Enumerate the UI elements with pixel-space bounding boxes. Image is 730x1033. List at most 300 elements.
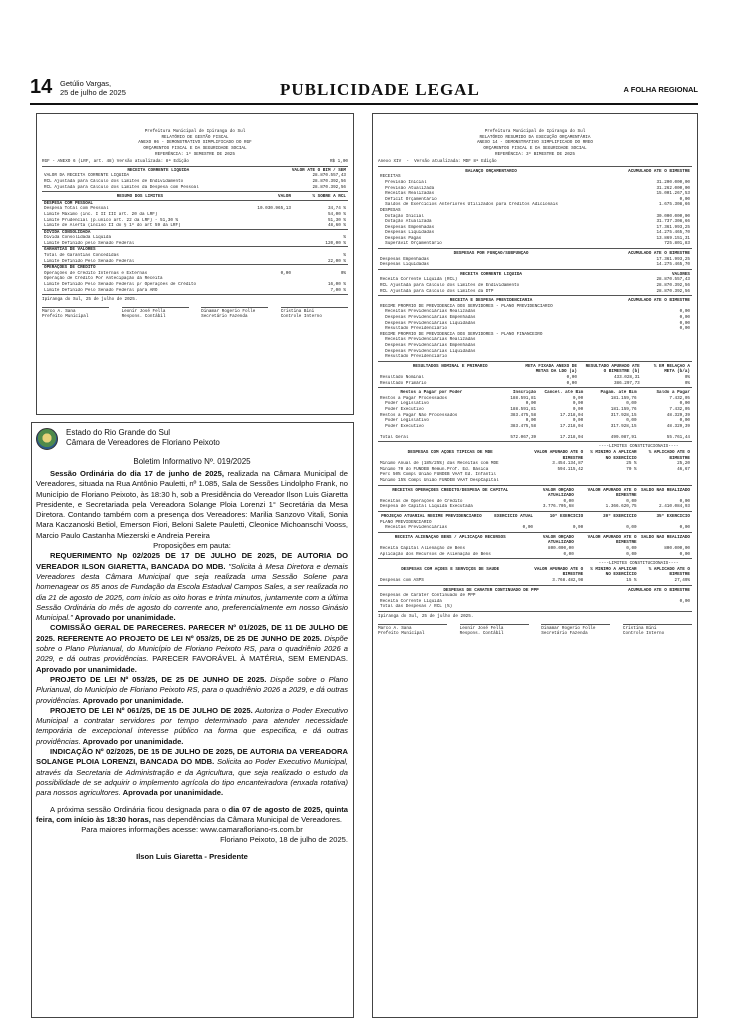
rreo-restos-cell: 317.928,15 bbox=[610, 412, 637, 418]
rreo-mde-header-row bbox=[378, 450, 692, 461]
rgf-limits-cell: 7,00 % bbox=[330, 287, 346, 293]
rreo-restos-header-cell: Restos a Pagar por Poder bbox=[400, 390, 463, 396]
rgf-signer-role: Secretário Fazenda bbox=[201, 314, 248, 320]
rreo-projecao-cell: PLANO PREVIDENCIÁRIO bbox=[380, 519, 432, 525]
rreo-projecao-cell: Receitas Previdenciárias bbox=[380, 525, 448, 531]
rreo-capital-cell: 0,00 bbox=[563, 498, 574, 504]
rreo-section-cell: REGIME PRÓPRIO DE PREVIDÊNCIA DOS SERVIDORES - PLANO FINANCEIRO bbox=[380, 331, 543, 337]
rreo-section-cell: 0,00 bbox=[679, 315, 690, 320]
rreo-section-header-cell: ACUMULADO ATÉ O BIMESTRE bbox=[628, 168, 690, 174]
rreo-restos-cell: 48.329,39 bbox=[666, 412, 690, 418]
rreo-alienacao-header-cell: RECEITA ALIENAÇÃO BENS / APLICAÇÃO RECURSOS bbox=[394, 534, 506, 540]
rgf-signer-role: Controle Interno bbox=[280, 314, 322, 320]
separator-rule bbox=[378, 166, 692, 167]
rreo-restos-cell: Restos a Pagar Não Processados bbox=[380, 412, 458, 418]
separator-rule bbox=[378, 269, 692, 270]
rgf-limits-cell: Limite Definido Pelo Senado Federal para ARO bbox=[44, 287, 158, 293]
rreo-ppp-row bbox=[378, 604, 692, 610]
rreo-resultado-header-row bbox=[378, 364, 692, 375]
rgf-limits-cell: 10.030.965,13 bbox=[257, 206, 291, 212]
rreo-restos-cell: 0,00 bbox=[679, 401, 690, 407]
rreo-restos-cell: 0,00 bbox=[572, 395, 584, 401]
rreo-projecao-header-cell: 10º EXERCÍCIO bbox=[549, 514, 584, 519]
rreo-mde-cell: Mínimo 15% Compl União FUNDEB VAAT DespCapital bbox=[380, 478, 499, 484]
separator-rule bbox=[378, 511, 692, 512]
rreo-section-header-cell: BALANÇO ORÇAMENTÁRIO bbox=[465, 168, 517, 174]
rgf-rcl-header-cell: VALOR ATÉ O BIM / SEM bbox=[291, 167, 346, 173]
rreo-alienacao-cell: 800.000,00 bbox=[664, 545, 690, 551]
rreo-alienacao-header-cell: VALOR APURADO ATÉ O BIMESTRE bbox=[587, 534, 637, 546]
rgf-heading-line: REFERÊNCIA: 1º SEMESTRE DE 2025 bbox=[155, 151, 235, 157]
rreo-section-cell: Superávit Orçamentário bbox=[380, 241, 442, 247]
rreo-mde-cell: Mínimo 70 do FUNDEB Remun.Prof. Ed. Básica bbox=[380, 466, 489, 472]
rreo-mde-cell bbox=[522, 478, 585, 484]
rreo-section-cell: Despesas Previdenciárias Liquidadas bbox=[380, 320, 476, 326]
rreo-section-cell: Despesas Liquidadas bbox=[380, 262, 429, 268]
rreo-projecao-row bbox=[378, 525, 692, 531]
rreo-section-cell: Saldos de Exercícios Anteriores Utilizados para Créditos Adicionais bbox=[380, 202, 558, 208]
rreo-signature-block bbox=[541, 624, 610, 637]
camara-header bbox=[36, 428, 348, 450]
rgf-signature-block bbox=[122, 307, 189, 320]
rreo-section-cell: 0,00 bbox=[679, 196, 690, 202]
projeto-053-paragraph: PROJETO DE LEI Nº 053/25, DE 25 DE JUNHO DE 2025. Dispõe sobre o Plano Plurianual, do Município de Floriano Peixoto RS, para o quadriênio 2026 a 2029, e dá outras providências. Aprovado por unanimidade. bbox=[36, 674, 348, 705]
rreo-restos-cell: 188.591,81 bbox=[510, 406, 537, 412]
rreo-mde-cell: 25 % bbox=[626, 461, 637, 467]
rgf-limits-cell: % bbox=[343, 253, 346, 259]
rgf-limits-cell: Limite Máximo (inc. I II III art. 20 da LRF) bbox=[44, 211, 158, 217]
rgf-limits-cell: 0,00 bbox=[280, 270, 291, 276]
rreo-report bbox=[372, 113, 698, 1018]
rgf-signature-block bbox=[42, 307, 109, 320]
rreo-restos-cell: 55.761,44 bbox=[666, 434, 690, 440]
rreo-restos-cell: 188.591,81 bbox=[510, 395, 537, 401]
rreo-section-cell: Receitas Previdenciárias Realizadas bbox=[380, 309, 476, 315]
rreo-ppp-cell: Despesas de Caráter Continuado de PPP bbox=[380, 593, 476, 599]
rgf-limits-cell: Limite de Alerta (inciso II do § 1º do art 59 da LRF) bbox=[44, 223, 181, 229]
rreo-section-cell: 15.001.267,53 bbox=[656, 191, 690, 197]
rgf-version-line bbox=[42, 159, 348, 165]
rreo-section-row bbox=[378, 241, 692, 247]
rreo-section-table bbox=[378, 251, 692, 268]
rreo-alienacao-cell: Receita Capital Alienação de Bens bbox=[380, 545, 466, 551]
header-city: Getúlio Vargas, bbox=[60, 79, 112, 88]
rgf-signer-name: Leonir José Fella bbox=[121, 308, 166, 314]
rreo-section-cell: 725.801,83 bbox=[664, 241, 690, 247]
rgf-heading-line: ANEXO 06 - DEMONSTRATIVO SIMPLIFICADO DO RGF bbox=[138, 140, 252, 146]
camara-bulletin bbox=[36, 428, 348, 862]
rreo-signature-block bbox=[378, 624, 447, 637]
rreo-mde-row bbox=[378, 478, 692, 484]
rgf-report bbox=[36, 113, 354, 415]
rreo-alienacao-cell: 800.000,00 bbox=[548, 545, 574, 551]
rreo-restos-cell: 17.218,04 bbox=[560, 434, 584, 440]
rreo-heading-line: ORÇAMENTOS FISCAL E DA SEGURIDADE SOCIAL bbox=[483, 145, 587, 151]
rreo-section-cell: 28.870.557,43 bbox=[656, 277, 690, 283]
section-title: PUBLICIDADE LEGAL bbox=[280, 80, 480, 99]
rgf-signature-block bbox=[201, 307, 268, 320]
rreo-saude-header-cell: % MÍNIMO A APLICAR NO EXERCÍCIO bbox=[590, 566, 637, 578]
rreo-capital-row bbox=[378, 504, 692, 510]
rreo-section-cell: 31.262.000,00 bbox=[656, 185, 690, 191]
rgf-signer-role: Prefeito Municipal bbox=[42, 314, 89, 320]
rreo-place-date: Ipiranga do Sul, 25 de julho de 2025. bbox=[378, 613, 474, 619]
chamber-name: Câmara de Vereadores de Floriano Peixoto bbox=[66, 438, 220, 447]
rreo-signature-block bbox=[623, 624, 692, 637]
rreo-resultado-table bbox=[378, 364, 692, 386]
rgf-unit: R$ 1,00 bbox=[329, 159, 348, 165]
rreo-section-row bbox=[378, 289, 692, 295]
rreo-section-cell: Despesas Empenhadas bbox=[380, 256, 429, 262]
rreo-section-table bbox=[378, 169, 692, 247]
rreo-section-cell: 31.737.308,66 bbox=[656, 219, 690, 225]
rgf-signer-name: Cristina Bini bbox=[280, 308, 315, 314]
rreo-capital-header-cell: RECEITAS OPERAÇÕES CRÉDITO/DESPESA DE CAPITAL bbox=[392, 487, 509, 493]
rreo-capital-cell: 2.410.084,93 bbox=[659, 504, 690, 510]
rreo-restos-cell: 0,00 bbox=[626, 418, 637, 424]
rgf-limits-cell: Dívida Consolidada Líquida bbox=[44, 235, 112, 241]
rgf-place-date: Ipiranga do Sul, 25 de julho de 2025. bbox=[42, 297, 138, 303]
rgf-limits-header-cell: % SOBRE A RCL bbox=[312, 194, 346, 200]
propositions-heading: Proposições em pauta: bbox=[153, 541, 231, 551]
rgf-limits-cell: Operações de Crédito Internas e Externas bbox=[44, 270, 148, 276]
rreo-resultado-header-cell: META FIXADA ANEXO DE METAS DA LDO (a) bbox=[525, 363, 577, 375]
rreo-mde-cell bbox=[585, 478, 638, 484]
rgf-limits-cell: % bbox=[343, 235, 346, 241]
rreo-restos-cell: 0,00 bbox=[525, 418, 537, 424]
rreo-alienacao-header-cell: VALOR ORÇADO ATUALIZADO bbox=[542, 534, 574, 546]
president-signature: Ilson Luis Giaretta - Presidente bbox=[136, 851, 248, 861]
rreo-ppp-cell: Total das Despesas / RCL (%) bbox=[380, 604, 453, 610]
rreo-section-cell: 17.361.993,25 bbox=[656, 224, 690, 230]
rreo-section-cell: 13.869.151,31 bbox=[656, 235, 690, 241]
page-header bbox=[30, 78, 698, 104]
rreo-version-line: Anexo XIV - Versão atualizada: MDF 8ª Edição bbox=[378, 159, 497, 165]
rreo-restos-cell: 181.159,76 bbox=[610, 395, 637, 401]
rreo-capital-header-row bbox=[378, 488, 692, 499]
rgf-signer-name: Dinamar Rogerio Folle bbox=[201, 308, 256, 314]
rreo-section-cell: Dotação Atualizada bbox=[380, 219, 432, 225]
rgf-limits-cell: Limite Definido Pelo Senado Federal p/ Operações de Crédito bbox=[44, 282, 197, 288]
rgf-limits-cell: 16,00 % bbox=[327, 282, 346, 288]
rreo-projecao-header-cell: 35º EXERCÍCIO bbox=[656, 514, 690, 519]
separator-rule bbox=[378, 295, 692, 296]
rreo-restos-cell: Restos a Pagar Processados bbox=[380, 395, 448, 401]
rgf-version: RGF - ANEXO 6 (LRF, art. 48) Versão atualizada: 8ª Edição bbox=[42, 159, 189, 165]
rreo-ppp-cell bbox=[604, 604, 692, 610]
rreo-section-header-cell: VALORES bbox=[671, 271, 690, 277]
rreo-section-header-cell: RECEITA E DESPESA PREVIDENCIÁRIA bbox=[449, 298, 533, 304]
rreo-section-cell: Despesas Pagas bbox=[380, 235, 422, 241]
rreo-saude-cell: 27,49% bbox=[674, 577, 690, 583]
rgf-rcl-cell: 28.870.392,56 bbox=[312, 184, 346, 190]
rreo-mde-cell: 25,20 bbox=[677, 461, 690, 467]
rreo-signer-name: Leonir José Fella bbox=[459, 625, 504, 631]
rgf-group-title: GARANTIAS DE VALORES bbox=[42, 247, 348, 253]
rreo-section-cell: Previsão Atualizada bbox=[380, 185, 435, 191]
rgf-rcl-cell: 28.870.557,43 bbox=[312, 173, 346, 179]
session-paragraph: Sessão Ordinária do dia 17 de junho de 2025, realizada na Câmara Municipal de Vereadores, situada na Rua Antônio Pauletti, nº 1.085, Sala de Sessões Lindolpho Frank, no Município de Floriano Peixoto, às 18:30 h, sob a Presidência do Vereador Ilson Luis Giaretta Presidente, e Secretariada pela Vereadora Solange Ploia Lorenzi 1° Secretária da Mesa Diretora. Contando também com a presença dos Vereadores: Marilia Sanzovo Vitali, Sonia Mara Kaczanoski Betiol, Emerson Fiori, Beloni Salete Pauletti, Cleonice Michoanschi Vooss, Marcio Paulo Castanha Miezerski e Andreia Pereira bbox=[36, 469, 349, 540]
newspaper-name: A FOLHA REGIONAL bbox=[623, 85, 698, 94]
separator-rule bbox=[378, 361, 692, 362]
rreo-section-cell: Dotação Inicial bbox=[380, 213, 424, 219]
rreo-section-cell: 1.675.308,66 bbox=[659, 202, 690, 208]
rreo-resultado-cell: 0,00 bbox=[566, 374, 577, 380]
rreo-section-cell: Despesas Liquidadas bbox=[380, 230, 435, 236]
rreo-saude-header-row bbox=[378, 567, 692, 578]
header-date: 25 de julho de 2025 bbox=[60, 88, 126, 97]
separator-rule bbox=[378, 387, 692, 388]
rreo-section-cell: Despesas Empenhadas bbox=[380, 224, 435, 230]
header-rule bbox=[30, 103, 698, 105]
page-number: 14 bbox=[30, 76, 53, 98]
rreo-restos-cell: 7.432,05 bbox=[669, 406, 690, 412]
rreo-restos-cell: 0,00 bbox=[679, 418, 690, 424]
separator-rule bbox=[378, 248, 692, 249]
rreo-projecao-table bbox=[378, 514, 692, 531]
rreo-capital-header-cell: VALOR ORÇADO ATUALIZADO bbox=[542, 487, 574, 499]
rreo-restos-cell: 499.087,91 bbox=[610, 434, 637, 440]
rreo-section-cell: DESPESAS bbox=[380, 207, 401, 213]
rgf-limits-cell: Despesa Total com Pessoal bbox=[44, 206, 109, 212]
rgf-rcl-row bbox=[42, 185, 348, 191]
rgf-rcl-cell: RCL Ajustada para Cálculo dos Limites de Endividamento bbox=[44, 178, 184, 184]
rreo-alienacao-cell: Aplicação dos Recursos de Alienação de Bens bbox=[380, 551, 491, 557]
rreo-mde-header-cell: DESPESAS COM AÇÕES TÍPICAS DE MDE bbox=[407, 450, 493, 456]
rreo-capital-table bbox=[378, 488, 692, 510]
rreo-section-cell bbox=[604, 354, 692, 360]
rreo-restos-cell: 181.159,76 bbox=[610, 406, 637, 412]
rreo-section-cell: 31.200.000,00 bbox=[656, 179, 690, 185]
rreo-mde-cell bbox=[639, 478, 692, 484]
municipal-seal-icon bbox=[36, 428, 58, 450]
rreo-restos-cell: 0,00 bbox=[525, 401, 537, 407]
rgf-limits-cell: 34,74 % bbox=[327, 206, 346, 212]
rreo-projecao-header-cell: 20º EXERCÍCIO bbox=[603, 514, 637, 519]
rgf-limits-header-cell: VALOR bbox=[278, 194, 291, 200]
rreo-restos-cell: 0,00 bbox=[626, 401, 637, 407]
rgf-group-title: DÍVIDA CONSOLIDADA bbox=[42, 229, 348, 235]
rreo-section-cell: 0,00 bbox=[679, 320, 690, 326]
more-info-line: Para maiores informações acesse: www.camarafloriano-rs.com.br bbox=[81, 825, 303, 835]
rgf-limits-cell: 22,00 % bbox=[327, 258, 346, 264]
rreo-heading-line: ANEXO 14 - DEMONSTRATIVO SIMPLIFICADO DO RREO bbox=[476, 140, 594, 146]
rreo-heading-line: RELATÓRIO RESUMIDO DA EXECUÇÃO ORÇAMENTÁRIA bbox=[479, 134, 591, 140]
rreo-mde-header-cell: % APLICADO ATÉ O BIMESTRE bbox=[648, 450, 690, 461]
rreo-resultado-header-cell: RESULTADO APURADO ATÉ O BIMESTRE (b) bbox=[585, 363, 640, 375]
rreo-resultado-cell: 386.297,73 bbox=[613, 380, 640, 386]
rreo-capital-cell: 1.366.620,75 bbox=[605, 504, 637, 510]
rgf-limits-cell: 0% bbox=[340, 270, 346, 276]
rreo-mde-cell: 46,67 bbox=[677, 466, 690, 472]
rreo-restos-cell: 48.329,39 bbox=[666, 423, 690, 429]
rreo-section-cell: 14.275.465,70 bbox=[656, 262, 690, 268]
rreo-section-cell: Despesas Previdenciárias Liquidadas bbox=[380, 348, 476, 354]
rreo-section-cell: 0,00 bbox=[679, 326, 690, 332]
rreo-alienacao-header-row bbox=[378, 535, 692, 546]
rreo-section-cell: 30.000.000,00 bbox=[656, 213, 690, 219]
rreo-mde-header-cell: % MÍNIMO A APLICAR NO EXERCÍCIO bbox=[590, 450, 637, 461]
rreo-projecao-header-cell: EXERCÍCIO ATUAL bbox=[494, 514, 533, 519]
camara-place-date: Floriano Peixoto, 18 de julho de 2025. bbox=[220, 835, 348, 845]
rreo-restos-cell: 383.475,58 bbox=[510, 412, 537, 418]
rreo-projecao-cell: 0,00 bbox=[626, 525, 637, 531]
rgf-limits-cell: Operação de Crédito Por Antecipação da Receita bbox=[44, 276, 163, 282]
rreo-mde-cell: 3.454.134,87 bbox=[552, 461, 584, 467]
rgf-heading-line: RELATÓRIO DE GESTÃO FISCAL bbox=[161, 134, 229, 140]
rreo-heading-line: Prefeitura Municipal de Ipiranga do Sul bbox=[484, 129, 586, 135]
rgf-limits-table bbox=[42, 194, 348, 293]
comissao-paragraph: COMISSÃO GERAL DE PARECERES. PARECER Nº 01/2025, DE 11 DE JULHO DE 2025. REFERENTE AO PROJETO DE LEI Nº 053/25, DE 25 DE JUNHO DE 2025. Dispõe sobre o Plano Plurianual, do Município de Floriano Peixoto RS, para o quadriênio 2026 a 2029, e dá outras providências. PARECER FAVORÁVEL À MATÉRIA, SEM EMENDAS. Aprovado por unanimidade. bbox=[36, 623, 348, 674]
rreo-restos-cell: Poder Executivo bbox=[380, 423, 424, 429]
rreo-section-row bbox=[378, 354, 692, 360]
rgf-group-title: DESPESA COM PESSOAL bbox=[42, 200, 348, 206]
rreo-mde-table bbox=[378, 444, 692, 483]
rreo-signer-role: Secretário Fazenda bbox=[541, 631, 588, 637]
rreo-signer-role: Prefeito Municipal bbox=[378, 631, 425, 637]
rreo-section-table bbox=[378, 298, 692, 360]
rreo-resultado-row bbox=[378, 381, 692, 387]
rreo-capital-header-cell: SALDO NÃO REALIZADO bbox=[641, 487, 690, 493]
rgf-limits-cell bbox=[238, 288, 293, 294]
rreo-signer-name: Cristina Bini bbox=[622, 625, 657, 631]
rreo-section-cell: 28.870.392,56 bbox=[656, 288, 690, 294]
rreo-ppp-cell: Receita Corrente Líquida bbox=[380, 598, 442, 604]
rgf-limits-cell: Total de Garantias Concedidas bbox=[44, 253, 119, 259]
rreo-saude-row bbox=[378, 578, 692, 584]
rreo-capital-cell: 3.776.705,68 bbox=[542, 504, 574, 510]
rreo-projecao-cell: 0,00 bbox=[679, 525, 690, 531]
rreo-projecao-header-cell: PROJEÇÃO ATUARIAL REGIME PREVIDENCIÁRIO bbox=[381, 514, 482, 519]
rreo-section-cell: RECEITAS bbox=[380, 174, 401, 180]
separator-rule bbox=[378, 585, 692, 586]
rreo-saude-cell: 15 % bbox=[626, 577, 637, 583]
rreo-section-cell: RCL Ajustada para Cálculo dos Limites da DTP bbox=[380, 288, 494, 294]
rreo-section-cell: REGIME PRÓPRIO DE PREVIDÊNCIA DOS SERVIDORES - PLANO PREVIDENCIÁRIO bbox=[380, 303, 553, 309]
separator-rule bbox=[42, 166, 348, 167]
rreo-saude-header-cell: VALOR APURADO ATÉ O BIMESTRE bbox=[534, 566, 584, 578]
rreo-resultado-cell: 0,00 bbox=[566, 380, 577, 386]
rreo-restos-cell: 0,00 bbox=[572, 406, 584, 412]
rreo-section-cell: 14.275.465,70 bbox=[656, 230, 690, 236]
separator-rule bbox=[378, 441, 692, 442]
rreo-section-cell: Despesas Previdenciárias Empenhadas bbox=[380, 315, 476, 320]
rreo-mde-cell: Mínimo Anual de (18%/25%) das Receitas com MDE bbox=[380, 461, 499, 467]
rreo-capital-cell: Receitas de Operações de Crédito bbox=[380, 498, 463, 504]
rreo-restos-cell: 0,00 bbox=[572, 418, 584, 424]
rgf-limits-cell: 51,30 % bbox=[327, 217, 346, 223]
rreo-restos-header-cell: Pagam. até Bim bbox=[600, 390, 637, 396]
rreo-alienacao-cell: 0,00 bbox=[626, 551, 637, 557]
rreo-mde-cell: Perc 50% Compl União FUNDEB VAAT Ed. Infantil bbox=[380, 472, 497, 478]
rreo-capital-cell: 0,00 bbox=[679, 498, 690, 504]
header-dateline bbox=[60, 79, 126, 97]
next-session-paragraph: A próxima sessão Ordinária ficou designada para o dia 07 de agosto de 2025, quinta feira, com início às 18:30 horas, nas dependências da Câmara Municipal de Vereadores. bbox=[36, 804, 348, 824]
rreo-capital-header-cell: VALOR APURADO ATÉ O BIMESTRE bbox=[587, 487, 637, 499]
rgf-signature-block bbox=[281, 307, 348, 320]
rreo-ppp-table bbox=[378, 588, 692, 610]
rgf-heading-line: ORÇAMENTOS FISCAL E DA SEGURIDADE SOCIAL bbox=[143, 145, 247, 151]
rgf-rcl-cell: RCL Ajustada para Cálculo dos Limites da Despesa com Pessoal bbox=[44, 184, 199, 190]
rreo-section-header-cell: RECEITA CORRENTE LÍQUIDA bbox=[460, 271, 522, 277]
separator-rule bbox=[42, 191, 348, 192]
rreo-section-cell: Receitas Previdenciárias Realizadas bbox=[380, 337, 476, 343]
rreo-restos-cell: Poder Legislativo bbox=[380, 418, 429, 424]
rgf-limits-row bbox=[42, 288, 348, 294]
rreo-signature-block bbox=[460, 624, 529, 637]
separator-rule bbox=[378, 532, 692, 533]
rreo-section-cell: 17.361.993,25 bbox=[656, 256, 690, 262]
rgf-limits-header-cell: RESUMO DOS LIMITES bbox=[116, 194, 164, 200]
rreo-resultado-cell: 0% bbox=[684, 380, 690, 386]
separator-rule bbox=[378, 611, 692, 612]
rreo-resultado-cell: Resultado Nominal bbox=[380, 374, 424, 380]
rreo-restos-cell: Total Geral bbox=[380, 434, 409, 440]
rreo-section-cell: 28.870.392,56 bbox=[656, 283, 690, 289]
rreo-capital-cell: Despesa de Capital Líquida Executada bbox=[380, 504, 473, 510]
rgf-signer-role: Respons. Contábil bbox=[121, 314, 166, 320]
rreo-alienacao-header-cell: SALDO NÃO REALIZADO bbox=[641, 534, 690, 540]
rreo-section-cell: Despesas Previdenciárias Empenhadas bbox=[380, 342, 476, 348]
rreo-signer-name: Marco A. Sana bbox=[378, 625, 412, 631]
rreo-section-header-cell: ACUMULADO ATÉ O BIMESTRE bbox=[628, 251, 690, 257]
rgf-rcl-cell: VALOR DA RECEITA CORRENTE LIQUIDA bbox=[44, 173, 130, 179]
rgf-rcl-cell: 28.870.392,56 bbox=[312, 178, 346, 184]
rgf-limits-cell: 54,00 % bbox=[327, 211, 346, 217]
requerimento-paragraph: REQUERIMENTO Np 02/2025 DE 17 DE JULHO DE 2025, DE AUTORIA DO VEREADOR ILSON GIARETTA, BANCADA DO MDB. "Solicita à Mesa Diretora e demais Vereadores desta Câmara Municipal que seja realizada uma Sessão Solene para homenagear os 85 anos de Fundação da Escola Estadual Campos Sales, a ser realizada no dia 21 de agosto de 2025, com início as oito horas e trinta minutos, juntamente com a última Sessão Ordinária do mês de agosto do corrente ano, preferencialmente em nosso Ginásio Municipal." Aprovado por unanimidade. bbox=[36, 551, 349, 623]
rreo-resultado-cell: 0% bbox=[684, 374, 690, 380]
rgf-signatures bbox=[42, 307, 348, 320]
rreo-section-header-cell: DESPESAS POR FUNÇÃO/SUBFUNÇÃO bbox=[453, 251, 529, 257]
rreo-section-table bbox=[378, 272, 692, 294]
rreo-alienacao-table bbox=[378, 535, 692, 557]
rreo-signer-role: Controle Interno bbox=[622, 631, 665, 637]
rgf-limits-cell: 120,00 % bbox=[325, 240, 346, 246]
rreo-restos-cell: 317.928,15 bbox=[610, 423, 637, 429]
rreo-ppp-cell: 0,00 bbox=[679, 598, 690, 604]
state-name: Estado do Rio Grande do Sul bbox=[66, 428, 171, 437]
rreo-section-cell: RCL Ajustada para Cálculo dos Limites de Endividamento bbox=[380, 283, 520, 289]
rreo-capital-cell: 0,00 bbox=[626, 498, 637, 504]
rgf-heading-line: Prefeitura Municipal de Ipiranga do Sul bbox=[144, 129, 246, 135]
rreo-resultado-header-cell: % EM RELAÇÃO À META (b/a) bbox=[653, 363, 690, 375]
rreo-section-cell: 0,00 bbox=[679, 309, 690, 315]
rreo-alienacao-cell: 0,00 bbox=[563, 551, 574, 557]
rreo-section-row bbox=[378, 262, 692, 268]
rgf-rcl-header-cell: RECEITA CORRENTE LÍQUIDA bbox=[127, 167, 190, 173]
rreo-section-cell: Déficit Orçamentário bbox=[380, 196, 437, 202]
rgf-group-title: OPERAÇÕES DE CRÉDITO bbox=[42, 265, 348, 271]
rreo-projecao-cell: 0,00 bbox=[522, 525, 533, 531]
separator-rule bbox=[42, 294, 348, 295]
bulletin-title: Boletim Informativo Nº. 019/2025 bbox=[133, 457, 251, 466]
rreo-signatures bbox=[378, 624, 692, 637]
rreo-saude-header-cell: DESPESAS COM AÇÕES E SERVIÇOS DE SAÚDE bbox=[401, 566, 500, 572]
rreo-saude-header-cell: % APLICADO ATÉ O BIMESTRE bbox=[648, 566, 690, 578]
rreo-restos-cell: Poder Executivo bbox=[380, 406, 424, 412]
rreo-resultado-cell: Resultado Primário bbox=[380, 380, 427, 386]
rreo-saude-table bbox=[378, 561, 692, 583]
rreo-saude-cell: Despesas com ASPS bbox=[380, 577, 424, 583]
rreo-resultado-cell: 433.028,31 bbox=[613, 374, 640, 380]
rreo-resultado-header-cell: RESULTADOS NOMINAL E PRIMÁRIO bbox=[412, 363, 488, 369]
rreo-restos-row bbox=[378, 435, 692, 441]
rreo-restos-cell: Poder Legislativo bbox=[380, 401, 429, 407]
rreo-restos-cell: 383.475,58 bbox=[510, 423, 537, 429]
rreo-signer-name: Dinamar Rogerio Folle bbox=[541, 625, 596, 631]
indicacao-paragraph: INDICAÇÃO Nº 02/2025, DE 15 DE JULHO DE 2025, DE AUTORIA DA VEREADORA SOLANGE PLOIA LORENZI, BANCADA DO MDB. Solicita ao Poder Executivo Municipal, através da Secretaria de Administração e da Agricultura, que seja realizado o estudo da possibilidade de se adquirir o implemento agrícola do tipo encanteiradora (enxada rotativa) para nossos agricultores. Aprovada por unanimidade. bbox=[36, 747, 348, 798]
rreo-section-cell: Resultado Previdenciário bbox=[380, 326, 448, 332]
